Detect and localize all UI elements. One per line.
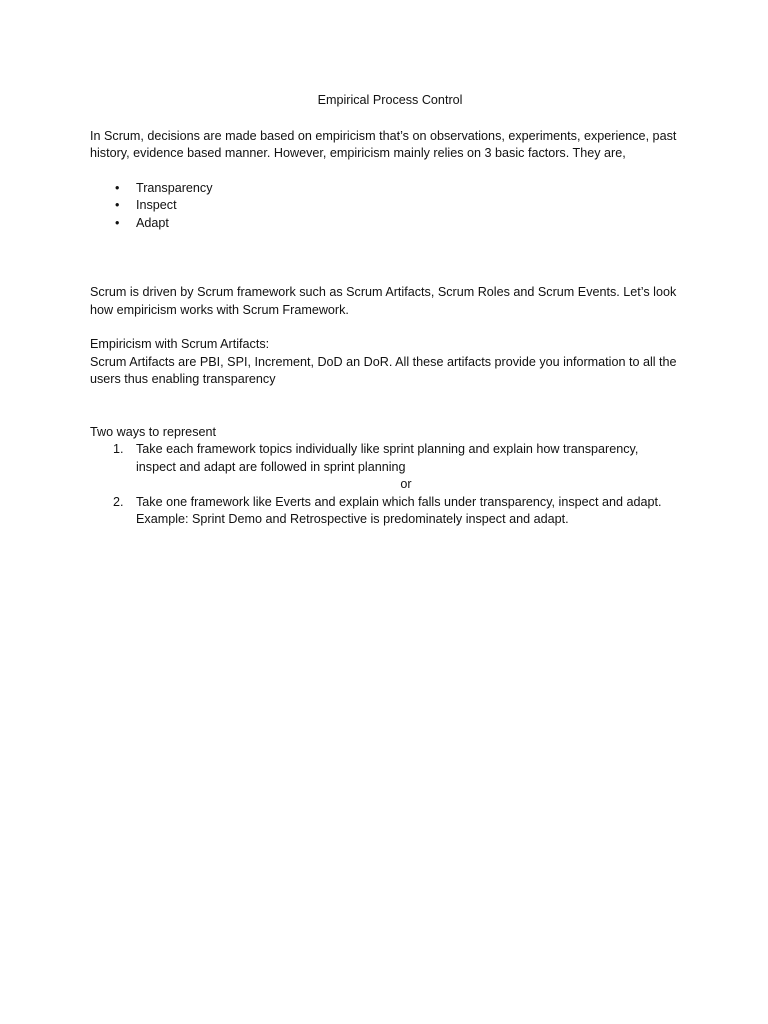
factor-label: Inspect: [136, 198, 177, 212]
way-line: inspect and adapt are followed in sprint planning: [136, 459, 406, 474]
list-item: [90, 215, 690, 233]
bullet-icon: •: [115, 215, 120, 230]
intro-line: In Scrum, decisions are made based on empiricism that’s on observations, experiments, experience, past: [90, 128, 677, 143]
list-item: [90, 180, 690, 198]
ways-section: [90, 424, 690, 529]
list-item: [90, 494, 690, 529]
document-title: Empirical Process Control: [317, 93, 463, 107]
way-line: Take each framework topics individually like sprint planning and explain how transparency,: [136, 442, 639, 456]
list-number: 2.: [113, 494, 124, 509]
ways-list: [90, 441, 690, 476]
intro-paragraph: [90, 128, 690, 163]
artifacts-heading: Empiricism with Scrum Artifacts:: [90, 337, 270, 351]
framework-line: Scrum is driven by Scrum framework such as Scrum Artifacts, Scrum Roles and Scrum Events. Let’s look: [90, 285, 677, 299]
spacer: [90, 232, 690, 284]
framework-line: how empiricism works with Scrum Framework.: [90, 302, 349, 317]
spacer: [90, 319, 690, 336]
list-item: [90, 197, 690, 215]
spacer: [90, 389, 690, 424]
document-body: [90, 92, 690, 529]
ways-list: [90, 494, 690, 529]
or-separator: or: [400, 477, 412, 491]
artifacts-line: users thus enabling transparency: [90, 372, 276, 386]
bullet-icon: •: [115, 198, 120, 212]
intro-line: history, evidence based manner. However, empiricism mainly relies on 3 basic factors. They are,: [90, 146, 626, 160]
list-item: [90, 441, 690, 476]
bullet-icon: •: [115, 180, 120, 195]
factors-list: [90, 180, 690, 233]
artifacts-section: [90, 336, 690, 389]
factor-label: Adapt: [136, 215, 169, 230]
list-number: 1.: [113, 442, 124, 456]
framework-paragraph: [90, 284, 690, 319]
factor-label: Transparency: [136, 180, 213, 195]
way-line: Take one framework like Everts and explain which falls under transparency, inspect and adapt.: [136, 494, 662, 509]
artifacts-line: Scrum Artifacts are PBI, SPI, Increment, DoD an DoR. All these artifacts provide you information to all the: [90, 354, 677, 369]
ways-heading: Two ways to represent: [90, 424, 216, 439]
way-line: Example: Sprint Demo and Retrospective is predominately inspect and adapt.: [136, 512, 569, 526]
